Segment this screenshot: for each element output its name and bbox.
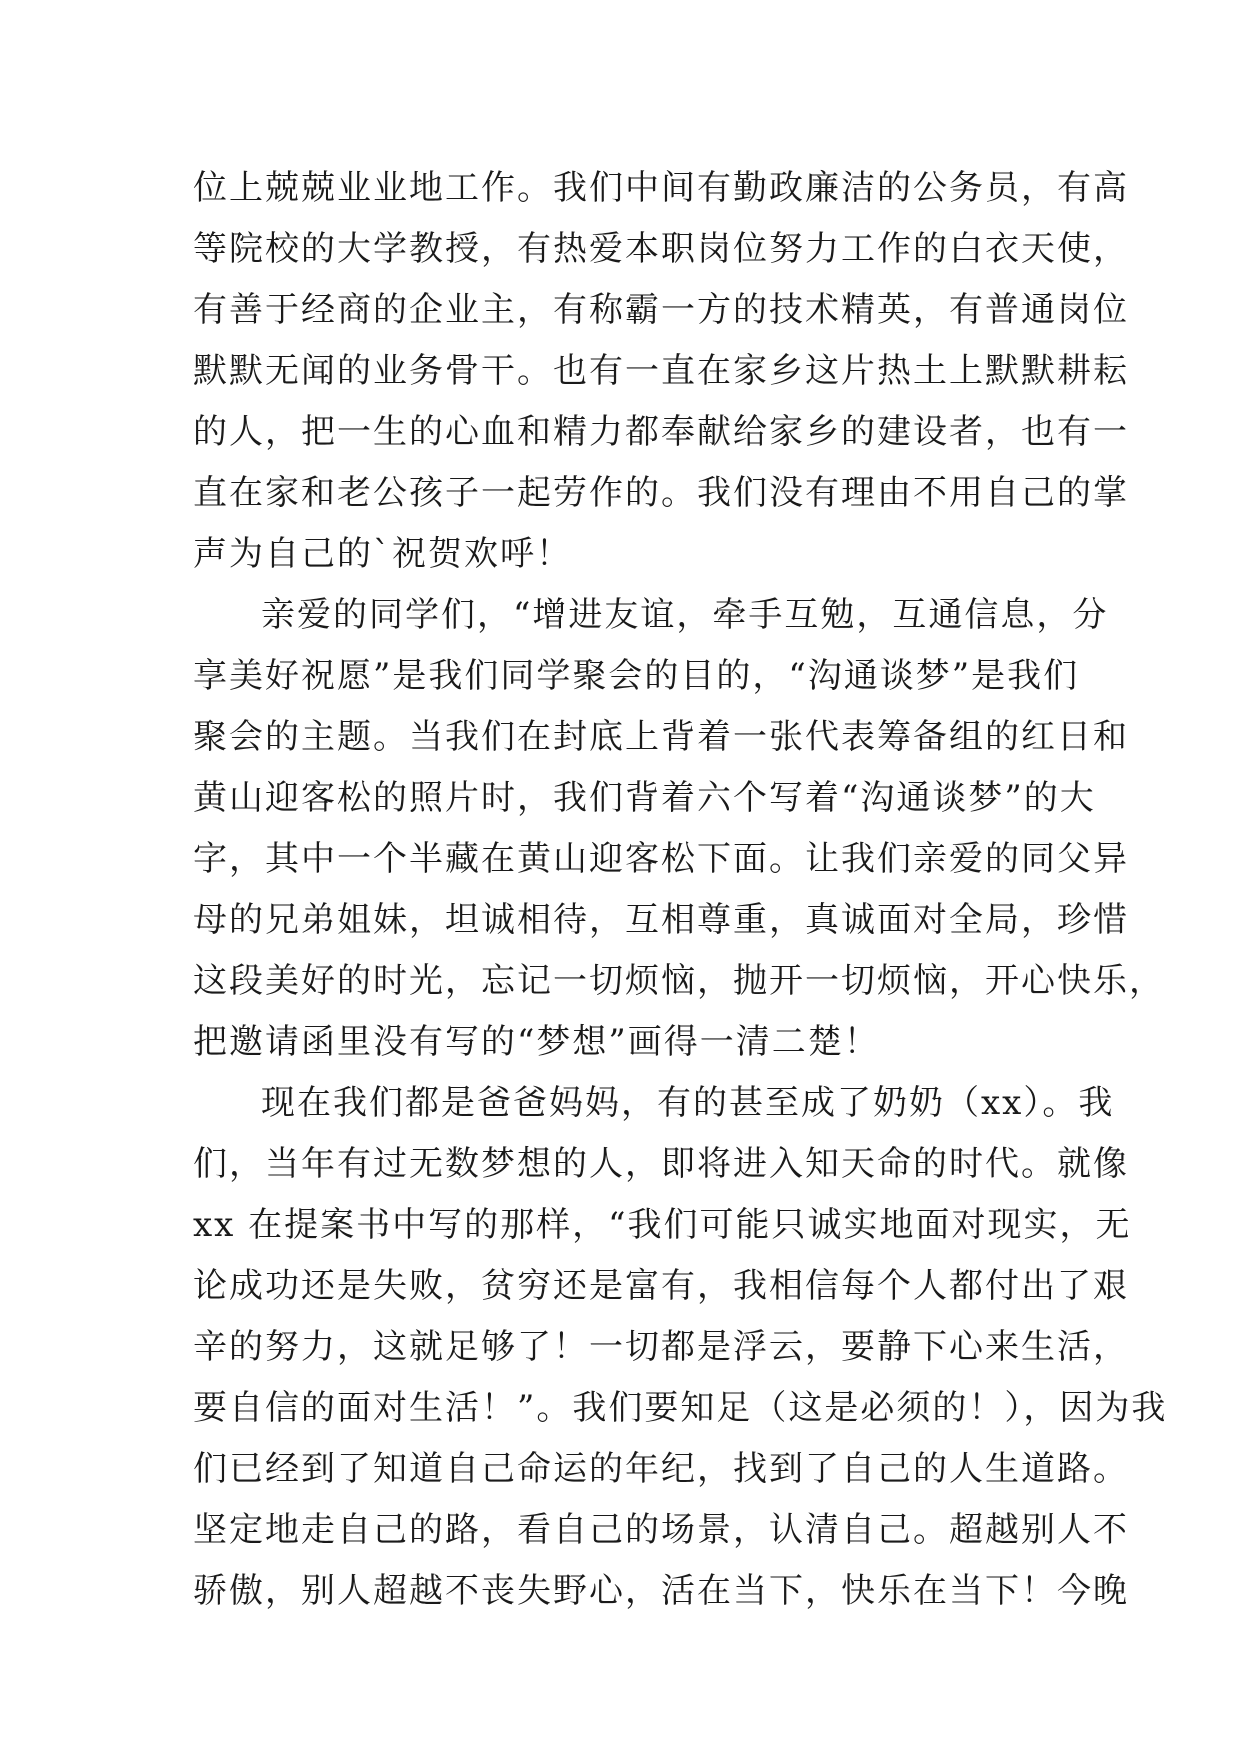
text-line: 享美好祝愿”是我们同学聚会的目的，“沟通谈梦”是我们	[193, 656, 1080, 696]
text-line: 位上兢兢业业地工作。我们中间有勤政廉洁的公务员，有高	[193, 168, 1129, 208]
text-line: 母的兄弟姐妹，坦诚相待，互相尊重，真诚面对全局，珍惜	[193, 900, 1129, 940]
text-line: 聚会的主题。当我们在封底上背着一张代表筹备组的红日和	[193, 717, 1129, 757]
text-line: 等院校的大学教授，有热爱本职岗位努力工作的白衣天使，	[193, 229, 1129, 269]
text-line: 声为自己的`祝贺欢呼！	[193, 534, 572, 574]
text-line: 们，当年有过无数梦想的人，即将进入知天命的时代。就像	[193, 1144, 1129, 1184]
text-line: 这段美好的时光，忘记一切烦恼，抛开一切烦恼，开心快乐，	[193, 961, 1165, 1001]
text-line: 字，其中一个半藏在黄山迎客松下面。让我们亲爱的同父异	[193, 839, 1129, 879]
text-line: 直在家和老公孩子一起劳作的。我们没有理由不用自己的掌	[193, 473, 1129, 513]
text-line: 的人，把一生的心血和精力都奉献给家乡的建设者，也有一	[193, 412, 1129, 452]
text-line: 坚定地走自己的路，看自己的场景，认清自己。超越别人不	[193, 1510, 1129, 1550]
text-line: 辛的努力，这就足够了！一切都是浮云，要静下心来生活，	[193, 1327, 1129, 1367]
text-line: 把邀请函里没有写的“梦想”画得一清二楚！	[193, 1022, 880, 1062]
paragraph-start-line: 现在我们都是爸爸妈妈，有的甚至成了奶奶（xx）。我	[261, 1083, 1115, 1123]
body-text	[193, 158, 1168, 1622]
text-line: 黄山迎客松的照片时，我们背着六个写着“沟通谈梦”的大	[193, 778, 1096, 818]
text-line: 默默无闻的业务骨干。也有一直在家乡这片热土上默默耕耘	[193, 351, 1129, 391]
text-line: 有善于经商的企业主，有称霸一方的技术精英，有普通岗位	[193, 290, 1129, 330]
text-line: xx 在提案书中写的那样，“我们可能只诚实地面对现实，无	[193, 1205, 1132, 1245]
text-line: 们已经到了知道自己命运的年纪，找到了自己的人生道路。	[193, 1449, 1129, 1489]
text-line: 骄傲，别人超越不丧失野心，活在当下，快乐在当下！今晚	[193, 1571, 1129, 1611]
paragraph-start-line: 亲爱的同学们，“增进友谊，牵手互勉，互通信息，分	[261, 595, 1109, 635]
text-line: 要自信的面对生活！”。我们要知足（这是必须的！），因为我	[193, 1388, 1168, 1428]
text-line: 论成功还是失败，贫穷还是富有，我相信每个人都付出了艰	[193, 1266, 1129, 1306]
